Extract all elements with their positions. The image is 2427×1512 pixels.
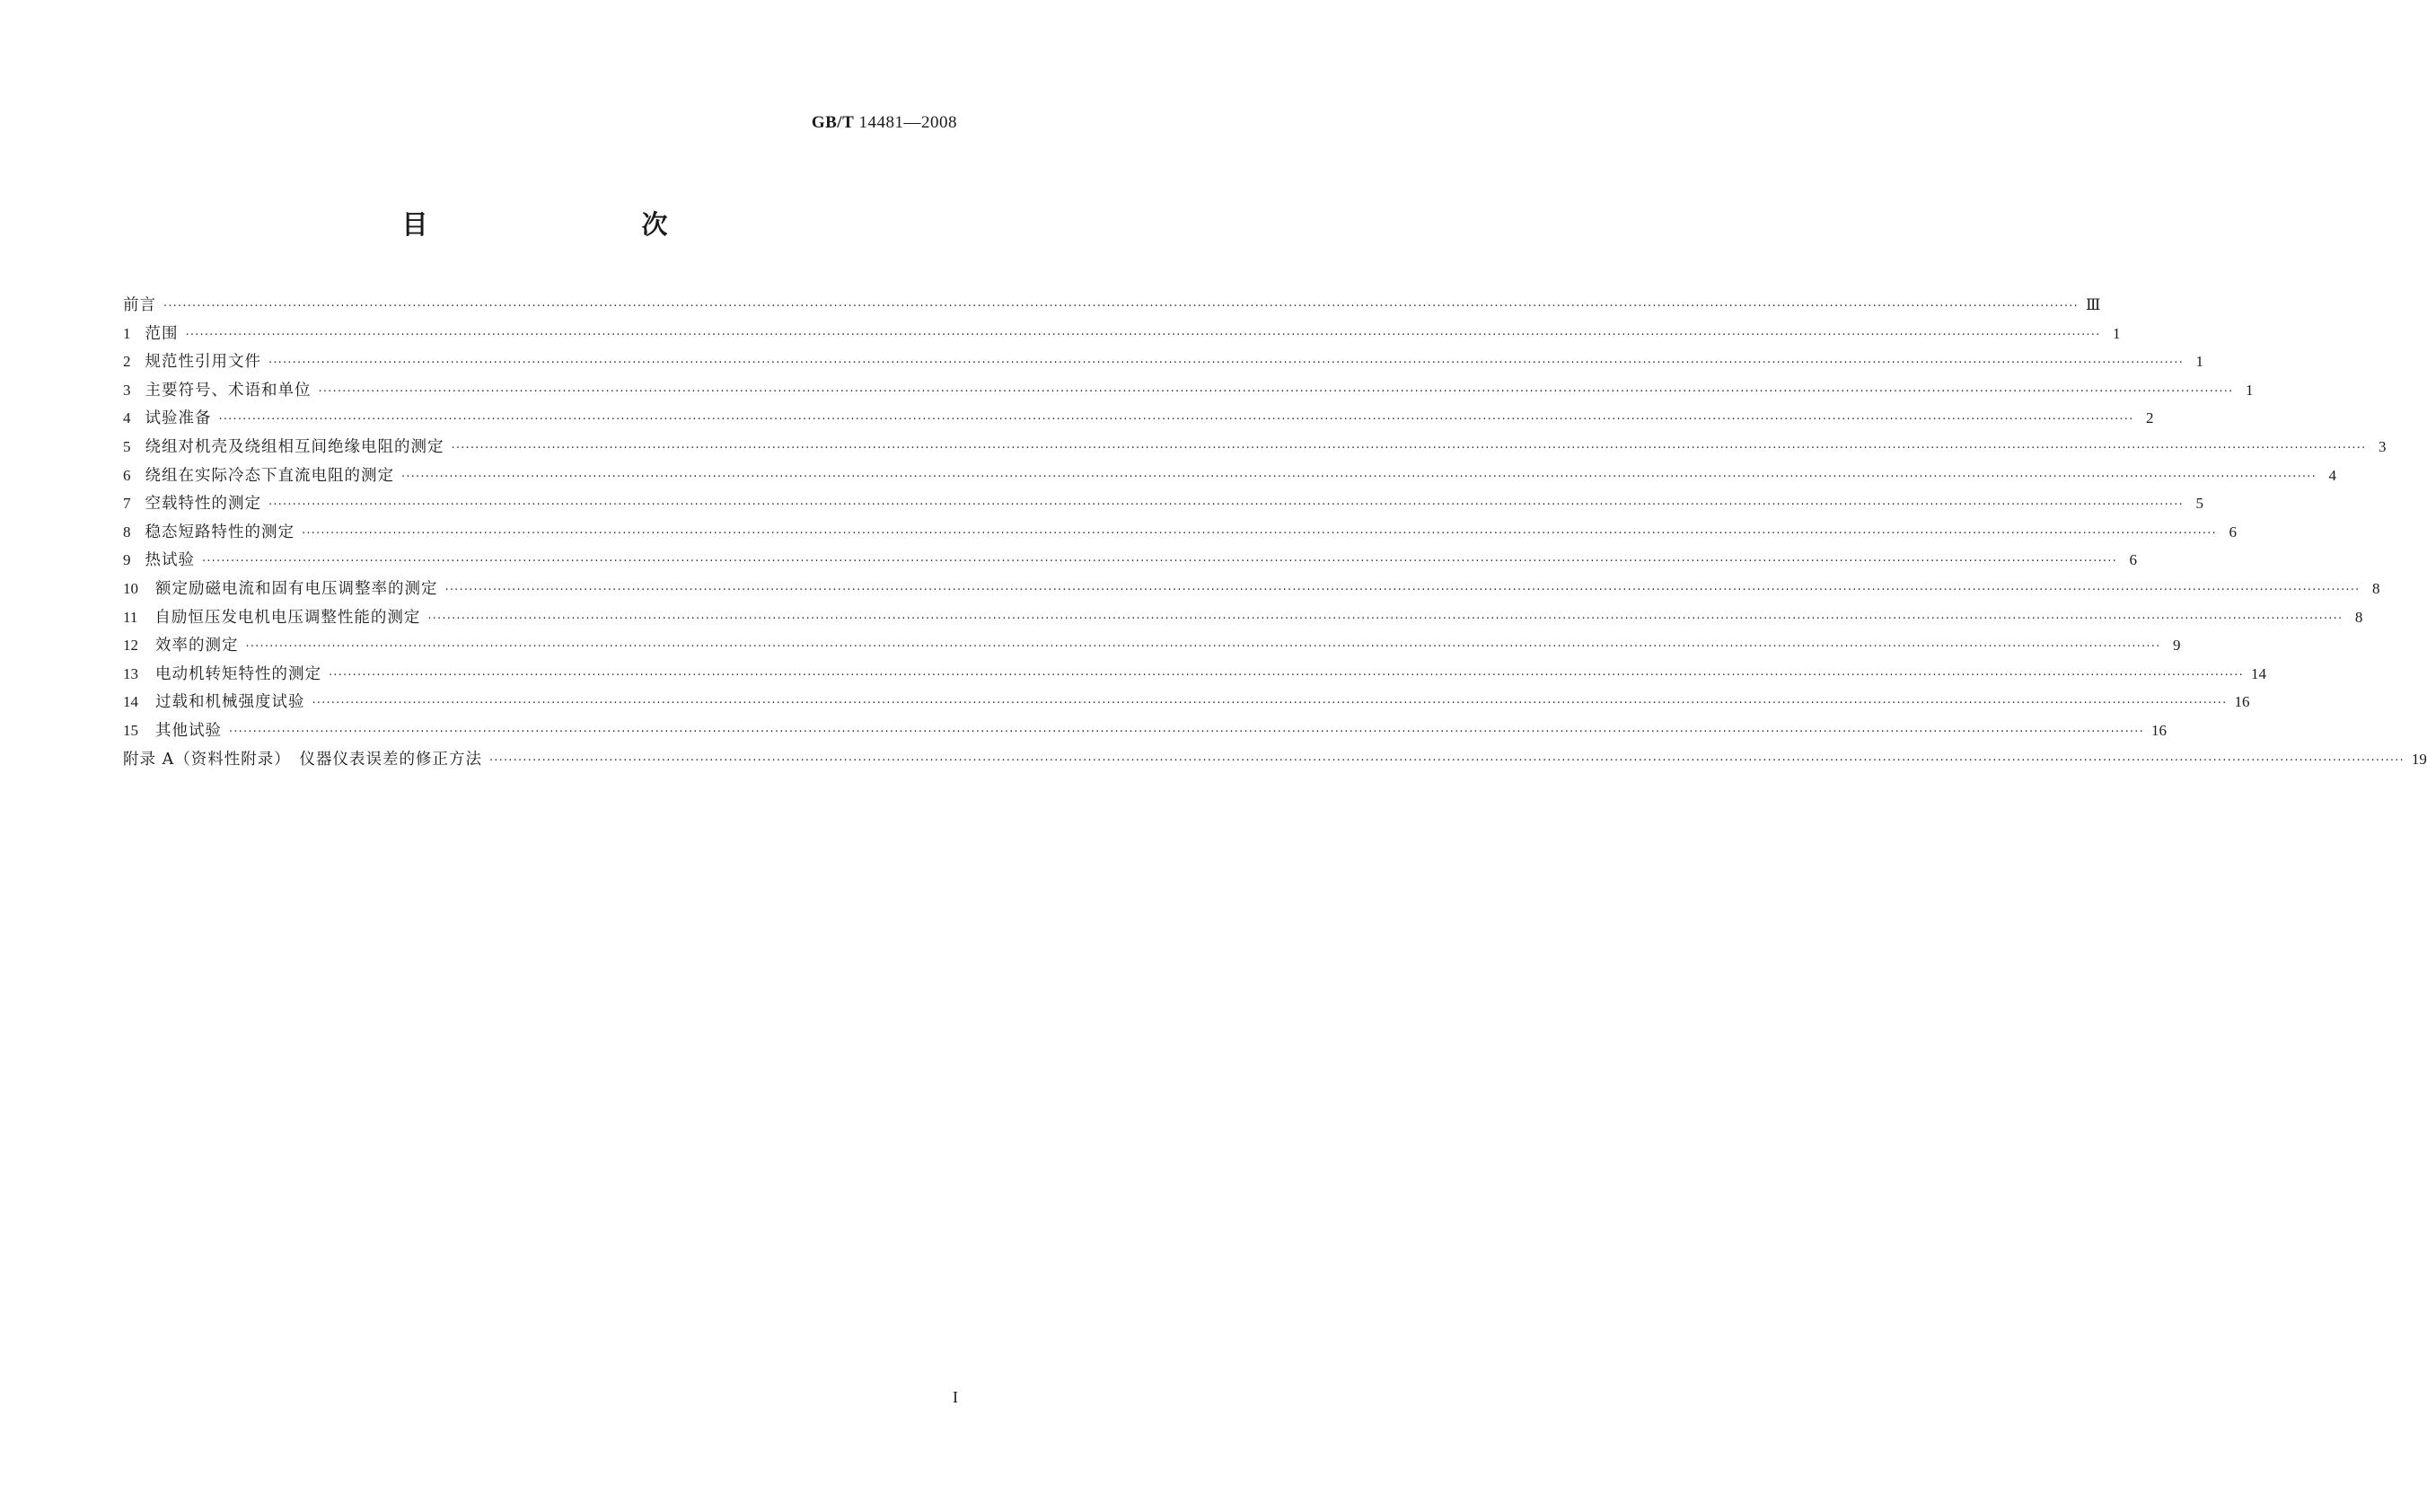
toc-leader: ················································································································································································································································································································································································································: [427, 611, 2343, 626]
toc-entry-text: 稳态短路特性的测定: [145, 523, 295, 541]
toc-entry-page: 6: [2229, 523, 2237, 541]
toc-leader: ················································································································································································································································································································································································································: [202, 555, 2117, 569]
toc-entry-text: 范围: [145, 324, 179, 343]
page-number: I: [953, 1388, 958, 1406]
toc-entry-number: 4: [123, 409, 131, 427]
toc-entry-text: 规范性引用文件: [145, 353, 261, 372]
toc-entry-page: 8: [2354, 608, 2363, 626]
toc-leader: ················································································································································································································································································································································································································: [268, 498, 2184, 513]
toc-leader: ················································································································································································································································································································································································································: [302, 526, 2217, 541]
toc-entry[interactable]: [123, 548, 2137, 576]
standard-code: GB/T: [811, 113, 855, 132]
toc-entry-page: 8: [2371, 579, 2380, 597]
toc-entry-page: 5: [2195, 495, 2203, 513]
toc-entry-page: 1: [2245, 381, 2254, 399]
toc-entry[interactable]: [123, 576, 2380, 605]
toc-entry-text: 自励恒压发电机电压调整性能的测定: [154, 608, 421, 627]
toc-entry[interactable]: [123, 605, 2363, 634]
toc-leader: ················································································································································································································································································································································································································: [229, 725, 2144, 739]
toc-leader: ················································································································································································································································································································································································································: [268, 356, 2184, 371]
toc-entry-page: 19: [2411, 750, 2427, 768]
toc-entry-number: 8: [123, 523, 131, 541]
toc-entry[interactable]: [123, 463, 2336, 492]
toc-entry-page: 1: [2112, 324, 2121, 342]
toc-entry[interactable]: [123, 435, 2387, 463]
toc-leader: ················································································································································································································································································································································································································: [312, 697, 2228, 711]
toc-entry-page: 9: [2172, 637, 2181, 655]
toc-entry-text: 试验准备: [145, 409, 212, 428]
toc-entry-number: 3: [123, 381, 131, 399]
toc-entry[interactable]: [123, 690, 2250, 718]
toc-entry-text: 附录 A（资料性附录） 仪器仪表误差的修正方法: [123, 750, 482, 769]
toc-entry[interactable]: [123, 718, 2167, 747]
toc-leader: ················································································································································································································································································································································································································: [329, 668, 2244, 682]
toc-entry-number: 10: [123, 579, 138, 597]
toc-entry-text: 前言: [123, 296, 156, 314]
toc-entry-text: 空载特性的测定: [145, 495, 261, 514]
toc-entry-number: 13: [123, 664, 138, 682]
toc-entry-page: 3: [2378, 437, 2387, 455]
toc-entry-page: 14: [2250, 664, 2266, 682]
toc-title: 目 次: [401, 209, 722, 240]
standard-number: [812, 113, 957, 133]
toc-entry[interactable]: [123, 378, 2254, 407]
toc-entry-page: 16: [2150, 721, 2167, 739]
toc-entry-number: 5: [123, 437, 131, 455]
toc-entry-page: 16: [2234, 693, 2250, 711]
toc-entry-text: 绕组对机壳及绕组相互间绝缘电阻的测定: [145, 437, 444, 456]
toc-leader: ················································································································································································································································································································································································································: [451, 441, 2367, 455]
toc-leader: ················································································································································································································································································································································································································: [318, 384, 2234, 399]
toc-leader: ················································································································································································································································································································································································································: [488, 753, 2405, 768]
toc-entry[interactable]: [123, 293, 2101, 321]
toc-entry[interactable]: [123, 349, 2203, 378]
toc-leader: ················································································································································································································································································································································································································: [245, 640, 2161, 655]
toc-entry-number: 15: [123, 721, 138, 739]
toc-entry-number: 12: [123, 637, 138, 655]
toc-entry-text: 主要符号、术语和单位: [145, 381, 312, 400]
toc-leader: ················································································································································································································································································································································································································: [401, 470, 2317, 484]
toc-entry-text: 过载和机械强度试验: [155, 693, 305, 712]
toc-entry[interactable]: [123, 321, 2121, 350]
toc-leader: ················································································································································································································································································································································································································: [163, 300, 2079, 313]
toc-entry-page: 6: [2129, 551, 2137, 569]
toc-entry-page: 2: [2145, 409, 2154, 427]
toc-entry-number: 1: [123, 324, 131, 342]
toc-entry[interactable]: [123, 491, 2203, 520]
toc-leader: ················································································································································································································································································································································································································: [185, 328, 2101, 342]
toc-entry-text: 额定励磁电流和固有电压调整率的测定: [155, 579, 438, 598]
toc-entry-number: 11: [123, 608, 138, 626]
toc-entry-number: 6: [123, 466, 131, 484]
toc-entry[interactable]: [123, 406, 2154, 435]
toc-entry-page: Ⅲ: [2085, 296, 2101, 313]
toc-entry-text: 效率的测定: [155, 637, 239, 655]
toc-leader: ················································································································································································································································································································································································································: [444, 583, 2361, 597]
toc-entry-page: 4: [2328, 466, 2336, 484]
toc-entry[interactable]: [123, 633, 2181, 662]
toc-entry[interactable]: [123, 662, 2266, 690]
toc-entry-number: 9: [123, 551, 131, 569]
toc-entry-number: 14: [123, 693, 138, 711]
standard-year: 14481—2008: [858, 113, 957, 132]
toc-entry-number: 7: [123, 495, 131, 513]
toc-entry-number: 2: [123, 353, 131, 371]
table-of-contents: [123, 293, 2427, 775]
toc-entry[interactable]: [123, 520, 2237, 549]
toc-entry-page: 1: [2195, 353, 2203, 371]
toc-entry-text: 热试验: [145, 551, 195, 570]
toc-entry-text: 电动机转矩特性的测定: [155, 664, 321, 683]
toc-entry-text: 绕组在实际冷态下直流电阻的测定: [145, 466, 394, 485]
toc-leader: ················································································································································································································································································································································································································: [218, 413, 2134, 427]
toc-entry-text: 其他试验: [155, 721, 222, 740]
toc-entry[interactable]: [123, 747, 2427, 776]
